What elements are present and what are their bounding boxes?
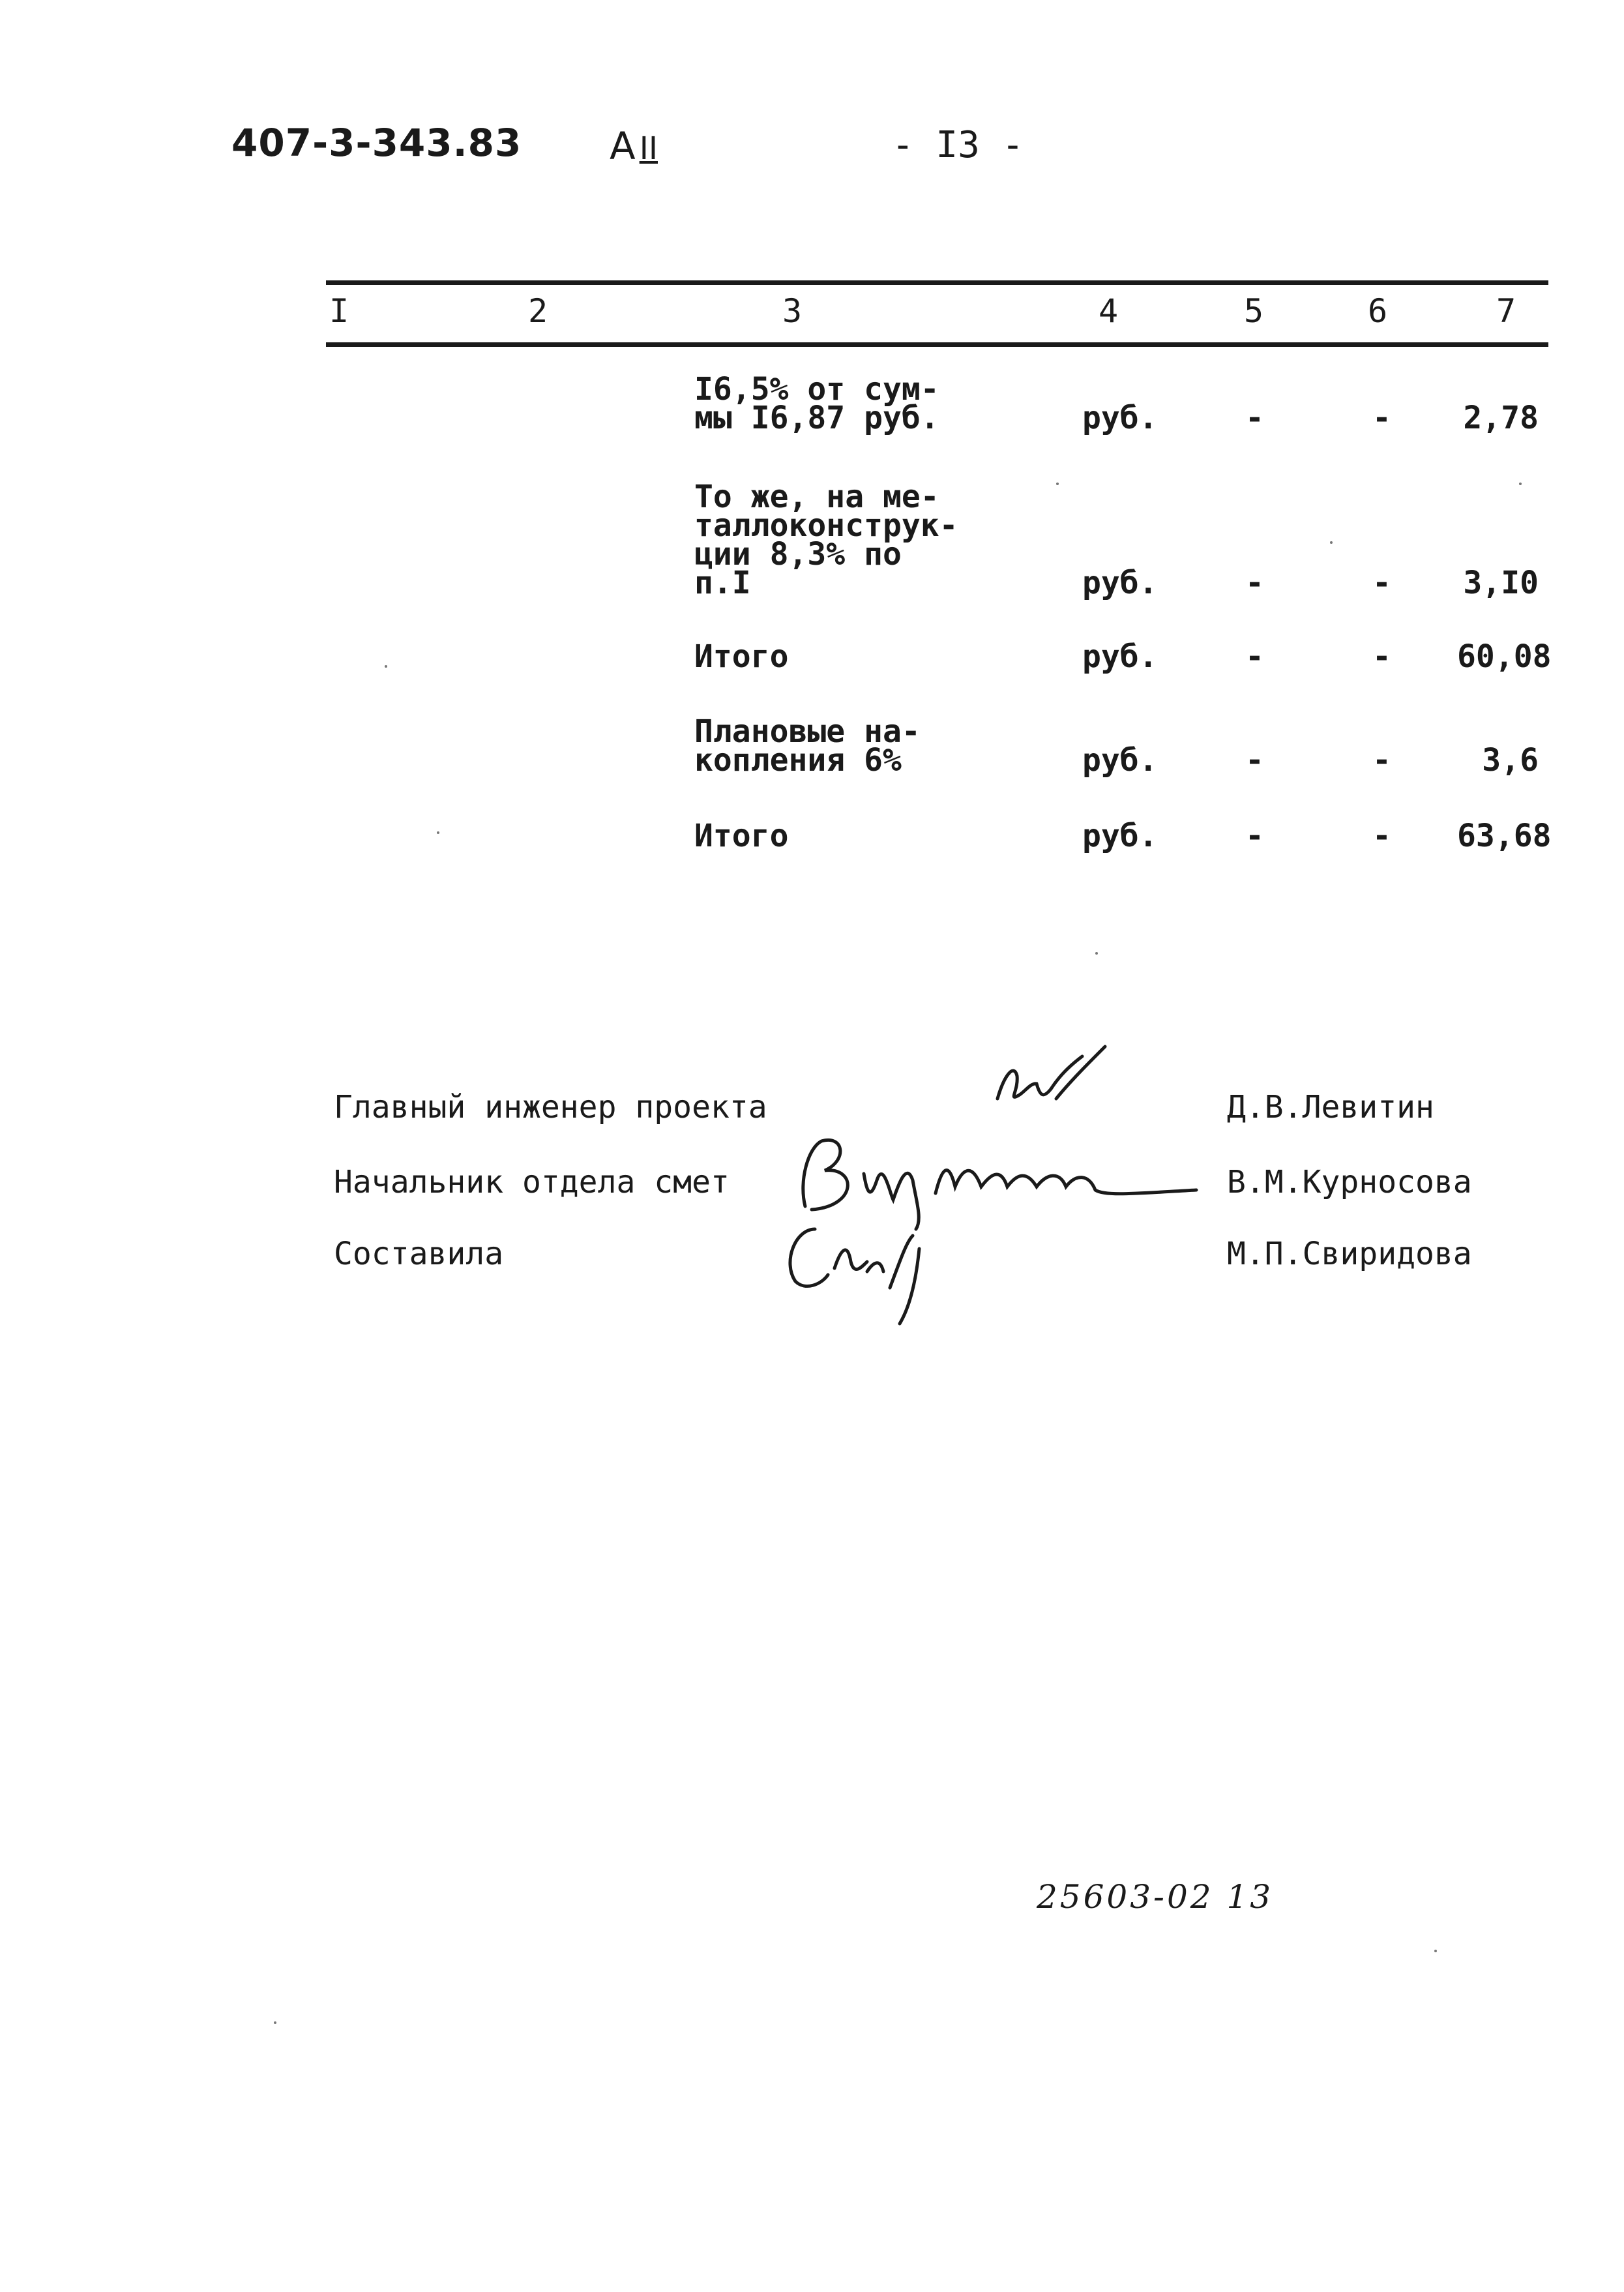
table-row-2-col6: - xyxy=(1372,565,1391,601)
desc-line: мы I6,87 руб. xyxy=(694,400,939,436)
column-header-5: 5 xyxy=(1244,292,1264,330)
table-row-1-desc xyxy=(694,371,939,436)
scan-speck xyxy=(1095,952,1098,955)
signature-name-estimates-head: В.М.Курносова xyxy=(1227,1164,1472,1200)
document-code: 407-3-343.83 xyxy=(231,121,522,165)
handwritten-signature-sviridova xyxy=(769,1210,939,1327)
table-row-1-col7: 2,78 xyxy=(1463,400,1539,436)
desc-line: Итого xyxy=(694,818,789,854)
column-header-7: 7 xyxy=(1496,292,1516,330)
table-row-5-desc xyxy=(694,818,789,854)
desc-line: I6,5% от сум- xyxy=(694,371,939,408)
column-header-4: 4 xyxy=(1099,292,1119,330)
table-top-rule xyxy=(326,280,1548,285)
table-row-5-unit: руб. xyxy=(1082,818,1158,854)
table-row-3-col5: - xyxy=(1245,638,1264,675)
table-row-3-col7: 60,08 xyxy=(1457,638,1552,675)
table-row-4-desc xyxy=(694,713,921,779)
column-header-3: 3 xyxy=(782,292,803,330)
table-row-4-col7: 3,6 xyxy=(1482,742,1539,779)
desc-line: таллоконструк- xyxy=(694,507,958,544)
table-row-5-col7: 63,68 xyxy=(1457,818,1552,854)
table-row-5-col6: - xyxy=(1372,818,1391,854)
desc-line: Плановые на- xyxy=(694,713,921,750)
signature-role-compiler: Составила xyxy=(334,1236,504,1272)
table-header-rule xyxy=(326,342,1548,347)
desc-line: п.I xyxy=(694,565,751,601)
column-header-6: 6 xyxy=(1368,292,1388,330)
scan-speck xyxy=(437,831,439,834)
table-row-2-desc xyxy=(694,479,958,601)
page-number: - I3 - xyxy=(892,124,1024,166)
table-row-3-col6: - xyxy=(1372,638,1391,675)
album-letter: А xyxy=(610,124,636,168)
scan-speck xyxy=(1434,1950,1437,1952)
table-row-1-unit: руб. xyxy=(1082,400,1158,436)
scan-speck xyxy=(1330,541,1333,544)
album-roman: II xyxy=(639,130,658,167)
table-row-3-unit: руб. xyxy=(1082,638,1158,675)
scan-speck xyxy=(1056,483,1059,485)
signature-role-chief-engineer: Главный инженер проекта xyxy=(334,1089,767,1125)
desc-line: ции 8,3% по xyxy=(694,536,902,573)
desc-line: Итого xyxy=(694,638,789,675)
table-row-2-col7: 3,I0 xyxy=(1463,565,1539,601)
table-row-2-col5: - xyxy=(1245,565,1264,601)
archive-number: 25603-02 13 xyxy=(1037,1878,1274,1916)
table-row-4-col6: - xyxy=(1372,742,1391,779)
table-row-5-col5: - xyxy=(1245,818,1264,854)
scan-speck xyxy=(385,665,387,668)
table-row-1-col5: - xyxy=(1245,400,1264,436)
column-header-2: 2 xyxy=(528,292,548,330)
scan-speck xyxy=(274,2021,276,2024)
signature-role-estimates-head: Начальник отдела смет xyxy=(334,1164,730,1200)
desc-line: копления 6% xyxy=(694,742,902,779)
handwritten-signature-levitin xyxy=(978,1037,1115,1122)
signature-name-chief-engineer: Д.В.Левитин xyxy=(1227,1089,1434,1125)
table-row-4-col5: - xyxy=(1245,742,1264,779)
table-row-3-desc xyxy=(694,638,789,675)
scan-speck xyxy=(1519,483,1522,485)
column-header-1: I xyxy=(329,292,349,330)
table-row-1-col6: - xyxy=(1372,400,1391,436)
table-row-4-unit: руб. xyxy=(1082,742,1158,779)
album-number xyxy=(610,124,658,168)
table-row-2-unit: руб. xyxy=(1082,565,1158,601)
signature-name-compiler: М.П.Свиридова xyxy=(1227,1236,1472,1272)
desc-line: То же, на ме- xyxy=(694,479,939,515)
